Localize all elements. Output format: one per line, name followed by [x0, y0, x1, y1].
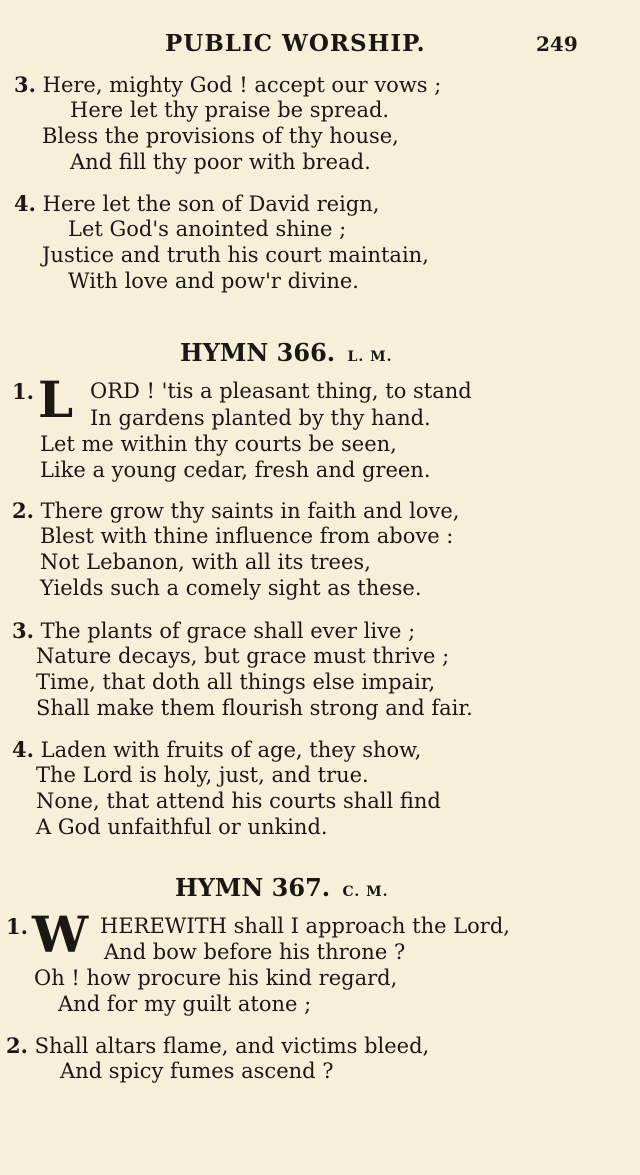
page-number: 249 — [536, 32, 578, 56]
verse-line: ORD ! 'tis a pleasant thing, to stand — [90, 379, 472, 403]
verse-text: The plants of grace shall ever live ; — [40, 619, 416, 643]
verse-text: Here, mighty God ! accept our vows ; — [42, 73, 442, 97]
hymn-meter: C. M. — [342, 884, 389, 900]
stanza-number — [12, 381, 34, 403]
stanza-number: 2. — [6, 1033, 28, 1058]
verse-line — [12, 620, 415, 642]
stanza-number-text: 1. — [12, 379, 34, 404]
verse-text: Shall altars flame, and victims bleed, — [34, 1034, 430, 1058]
hymn-title — [180, 338, 392, 367]
stanza-number-text: 1. — [6, 914, 28, 939]
stanza-number — [6, 916, 28, 938]
verse-line — [14, 74, 441, 96]
drop-cap: L — [38, 370, 74, 429]
verse-line: HEREWITH shall I approach the Lord, — [100, 914, 510, 938]
stanza-number: 4. — [14, 191, 36, 216]
verse-line — [6, 1035, 429, 1057]
verse-line: And fill thy poor with bread. — [70, 150, 371, 174]
verse-line — [12, 739, 421, 761]
verse-line: And for my guilt atone ; — [58, 992, 312, 1016]
verse-text: Here let the son of David reign, — [42, 192, 380, 216]
stanza-number: 4. — [12, 737, 34, 762]
verse-line: Like a young cedar, fresh and green. — [40, 458, 431, 482]
verse-text: Laden with fruits of age, they show, — [40, 738, 422, 762]
verse-line: None, that attend his courts shall find — [36, 789, 441, 813]
running-head: PUBLIC WORSHIP. — [165, 30, 426, 57]
stanza-number: 3. — [14, 72, 36, 97]
verse-line: A God unfaithful or unkind. — [36, 815, 328, 839]
hymn-number: HYMN 366. — [180, 338, 336, 367]
hymn-title — [175, 873, 389, 902]
verse-line: And bow before his throne ? — [104, 940, 406, 964]
verse-line: Time, that doth all things else impair, — [36, 670, 436, 694]
verse-line: Oh ! how procure his kind regard, — [34, 966, 398, 990]
hymn-number: HYMN 367. — [175, 873, 331, 902]
verse-line: Nature decays, but grace must thrive ; — [36, 644, 450, 668]
verse-text: There grow thy saints in faith and love, — [40, 499, 460, 523]
verse-line: And spicy fumes ascend ? — [60, 1059, 334, 1083]
verse-line: Justice and truth his court maintain, — [42, 243, 429, 267]
verse-line: Let me within thy courts be seen, — [40, 432, 397, 456]
stanza-number: 2. — [12, 498, 34, 523]
verse-line: Not Lebanon, with all its trees, — [40, 550, 371, 574]
verse-line — [12, 500, 460, 522]
stanza-number: 3. — [12, 618, 34, 643]
verse-line: Yields such a comely sight as these. — [40, 576, 422, 600]
verse-line: Bless the provisions of thy house, — [42, 124, 399, 148]
hymn-meter: L. M. — [347, 349, 393, 365]
verse-line: Here let thy praise be spread. — [70, 98, 390, 122]
verse-line: In gardens planted by thy hand. — [90, 406, 431, 430]
drop-cap: W — [32, 905, 89, 964]
verse-line: Let God's anointed shine ; — [68, 217, 347, 241]
verse-line: Shall make them flourish strong and fair. — [36, 696, 473, 720]
verse-line — [14, 193, 379, 215]
verse-line: With love and pow'r divine. — [68, 269, 359, 293]
verse-line: The Lord is holy, just, and true. — [36, 763, 369, 787]
verse-line: Blest with thine influence from above : — [40, 524, 454, 548]
